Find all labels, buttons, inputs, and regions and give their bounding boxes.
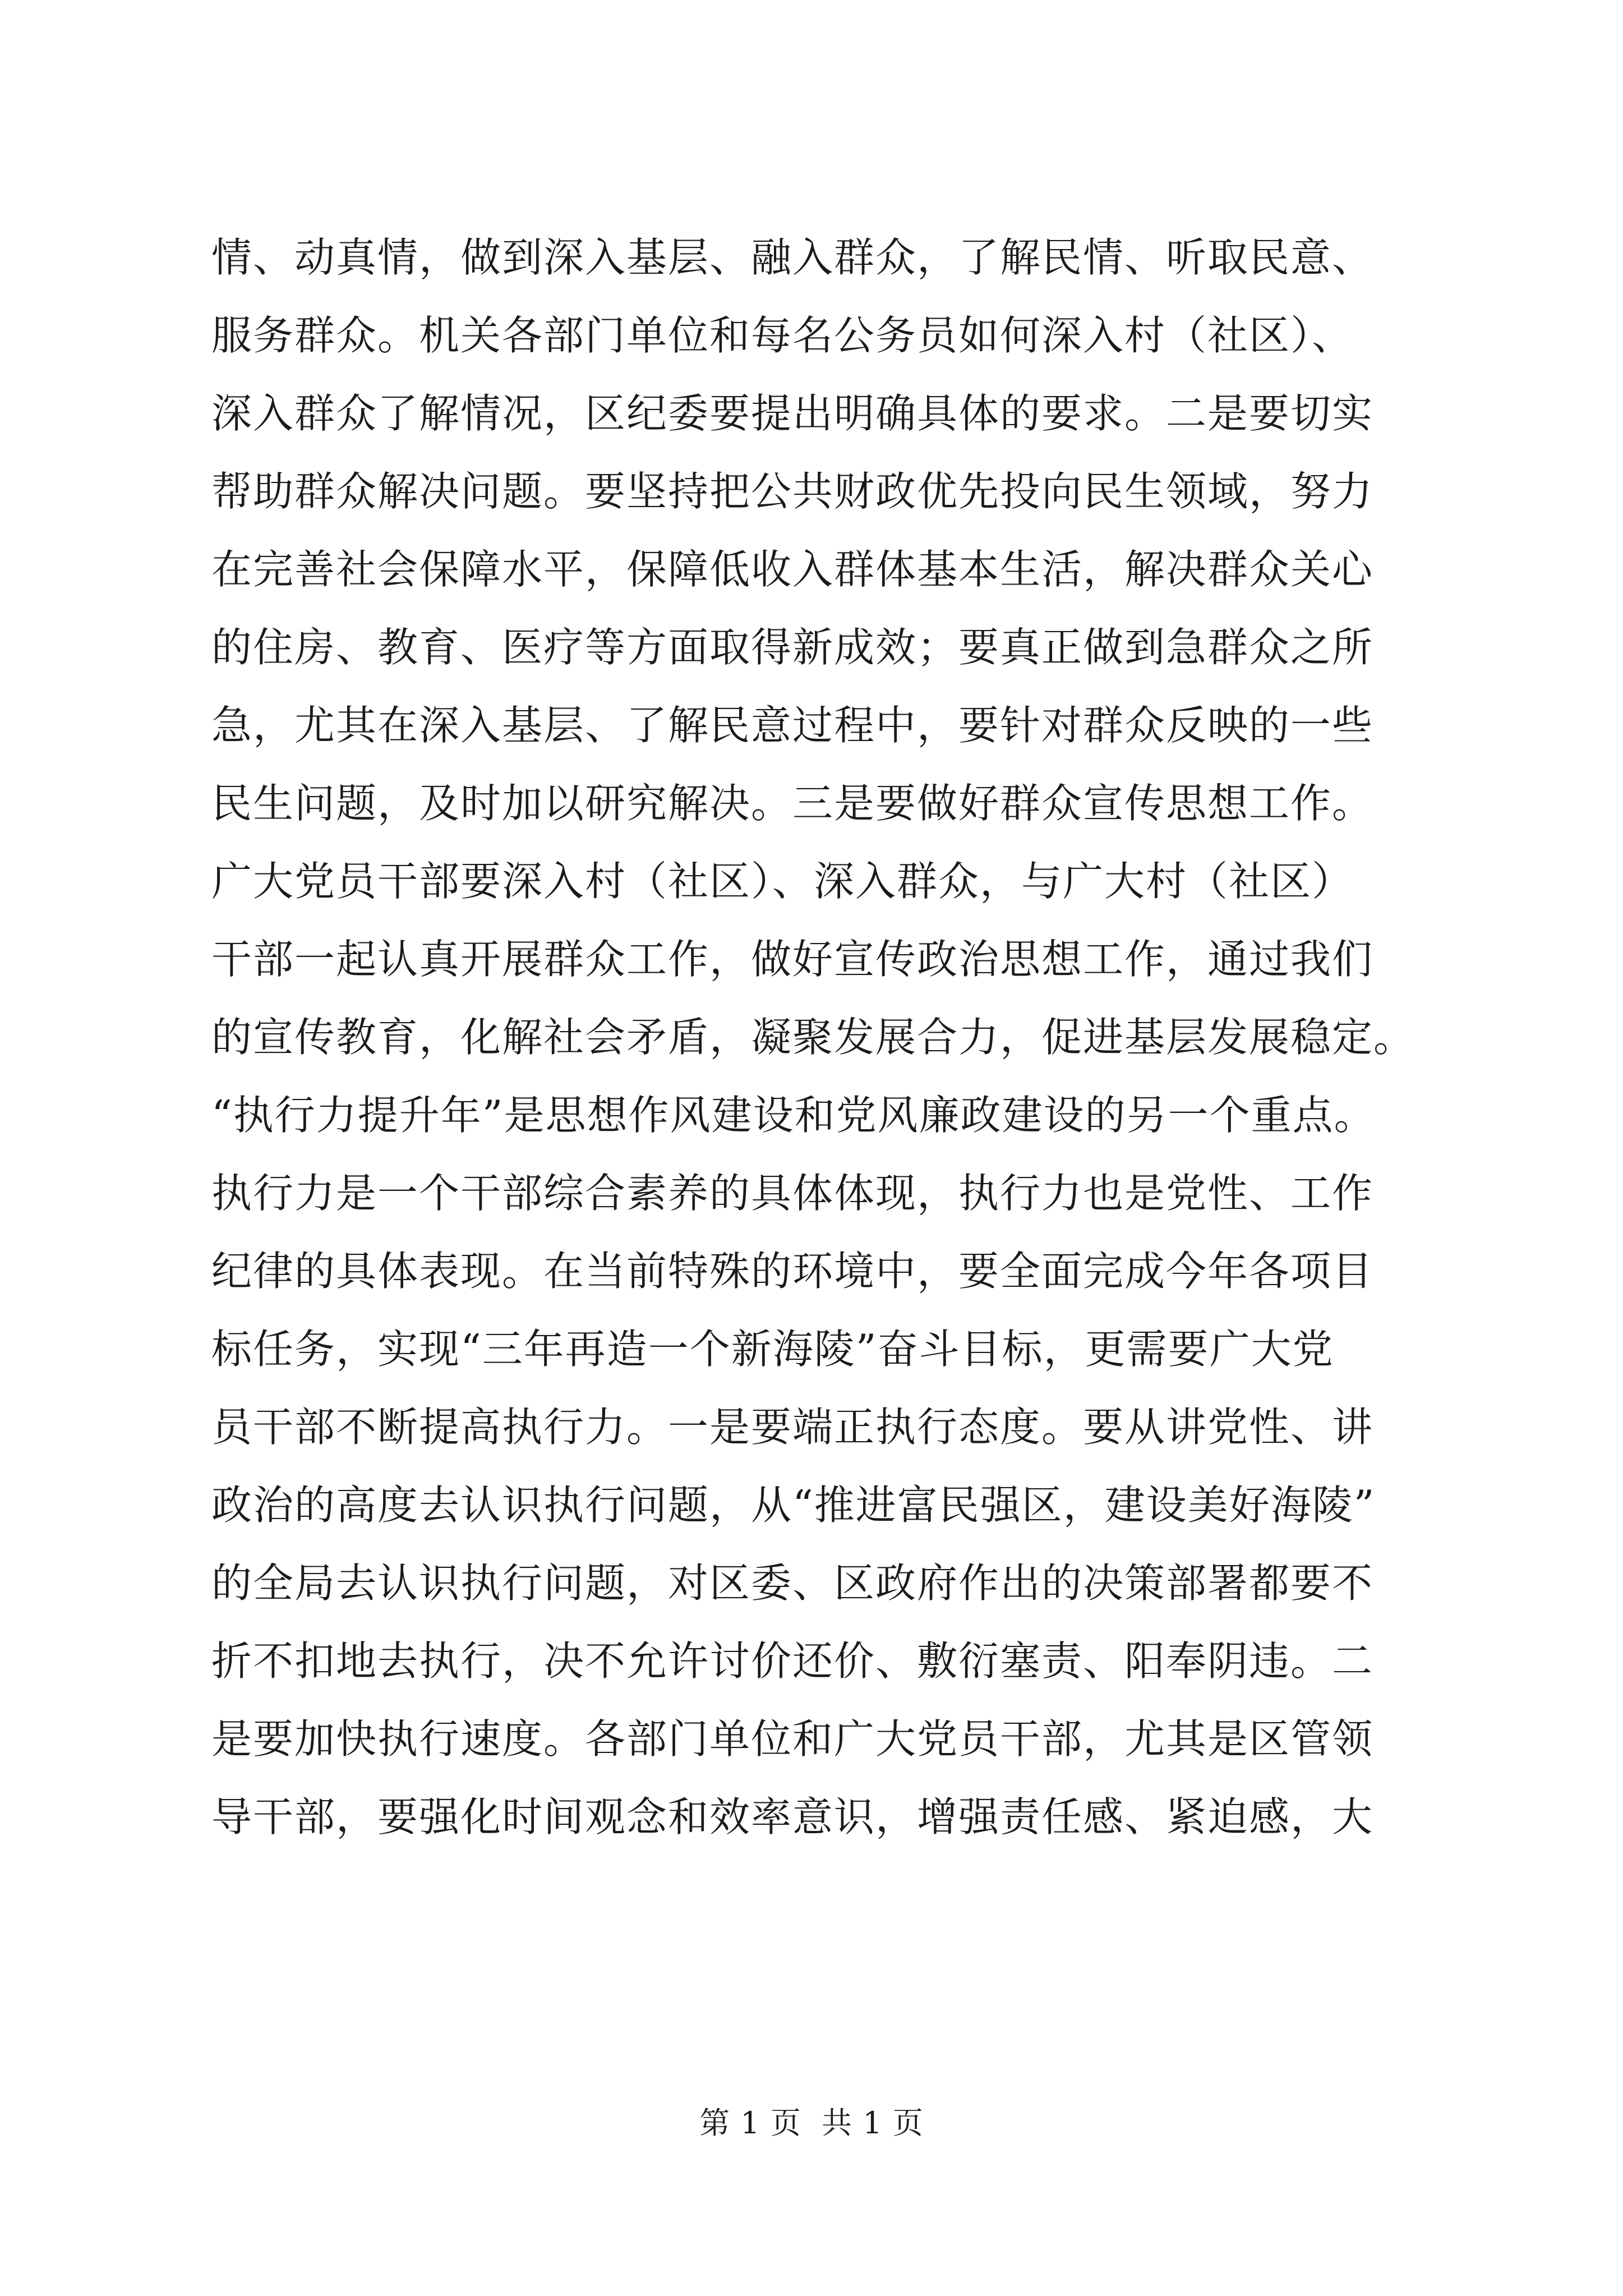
text-line: 情、动真情，做到深入基层、融入群众，了解民情、听取民意、 [211, 234, 1374, 281]
text-line: 是要加快执行速度。各部门单位和广大党员干部，尤其是区管领 [211, 1715, 1374, 1763]
text-line: 的住房、教育、医疗等方面取得新成效；要真正做到急群众之所 [211, 624, 1374, 671]
text-line: 执行力是一个干部综合素养的具体体现，执行力也是党性、工作 [211, 1170, 1374, 1217]
body-text [211, 219, 1423, 1856]
text-line: 广大党员干部要深入村（社区）、深入群众，与广大村（社区） [211, 858, 1354, 905]
text-line: 的全局去认识执行问题，对区委、区政府作出的决策部署都要不 [211, 1559, 1374, 1607]
text-line: 纪律的具体表现。在当前特殊的环境中，要全面完成今年各项目 [211, 1248, 1374, 1295]
text-line: 急，尤其在深入基层、了解民意过程中，要针对群众反映的一些 [211, 702, 1374, 749]
text-line: 干部一起认真开展群众工作，做好宣传政治思想工作，通过我们 [211, 936, 1374, 983]
text-line: 帮助群众解决问题。要坚持把公共财政优先投向民生领域，努力 [211, 468, 1374, 515]
text-line: 在完善社会保障水平，保障低收入群体基本生活，解决群众关心 [211, 546, 1374, 593]
text-line: 标任务，实现“三年再造一个新海陵”奋斗目标，更需要广大党 [211, 1326, 1334, 1373]
text-line: 的宣传教育，化解社会矛盾，凝聚发展合力，促进基层发展稳定。 [211, 1014, 1415, 1061]
text-line: 折不扣地去执行，决不允许讨价还价、敷衍塞责、阳奉阴违。二 [211, 1637, 1374, 1685]
text-line: 政治的高度去认识执行问题，从“推进富民强区，建设美好海陵” [211, 1481, 1376, 1529]
text-line: 深入群众了解情况，区纪委要提出明确具体的要求。二是要切实 [211, 390, 1374, 437]
text-line: 导干部，要强化时间观念和效率意识，增强责任感、紧迫感，大 [211, 1793, 1374, 1841]
page-number-footer: 第 1 页 共 1 页 [699, 2105, 924, 2141]
text-line: 员干部不断提高执行力。一是要端正执行态度。要从讲党性、讲 [211, 1404, 1374, 1451]
text-line: “执行力提升年”是思想作风建设和党风廉政建设的另一个重点。 [211, 1092, 1376, 1139]
text-line: 服务群众。机关各部门单位和每名公务员如何深入村（社区）、 [211, 312, 1354, 359]
text-line: 民生问题，及时加以研究解决。三是要做好群众宣传思想工作。 [211, 780, 1374, 827]
